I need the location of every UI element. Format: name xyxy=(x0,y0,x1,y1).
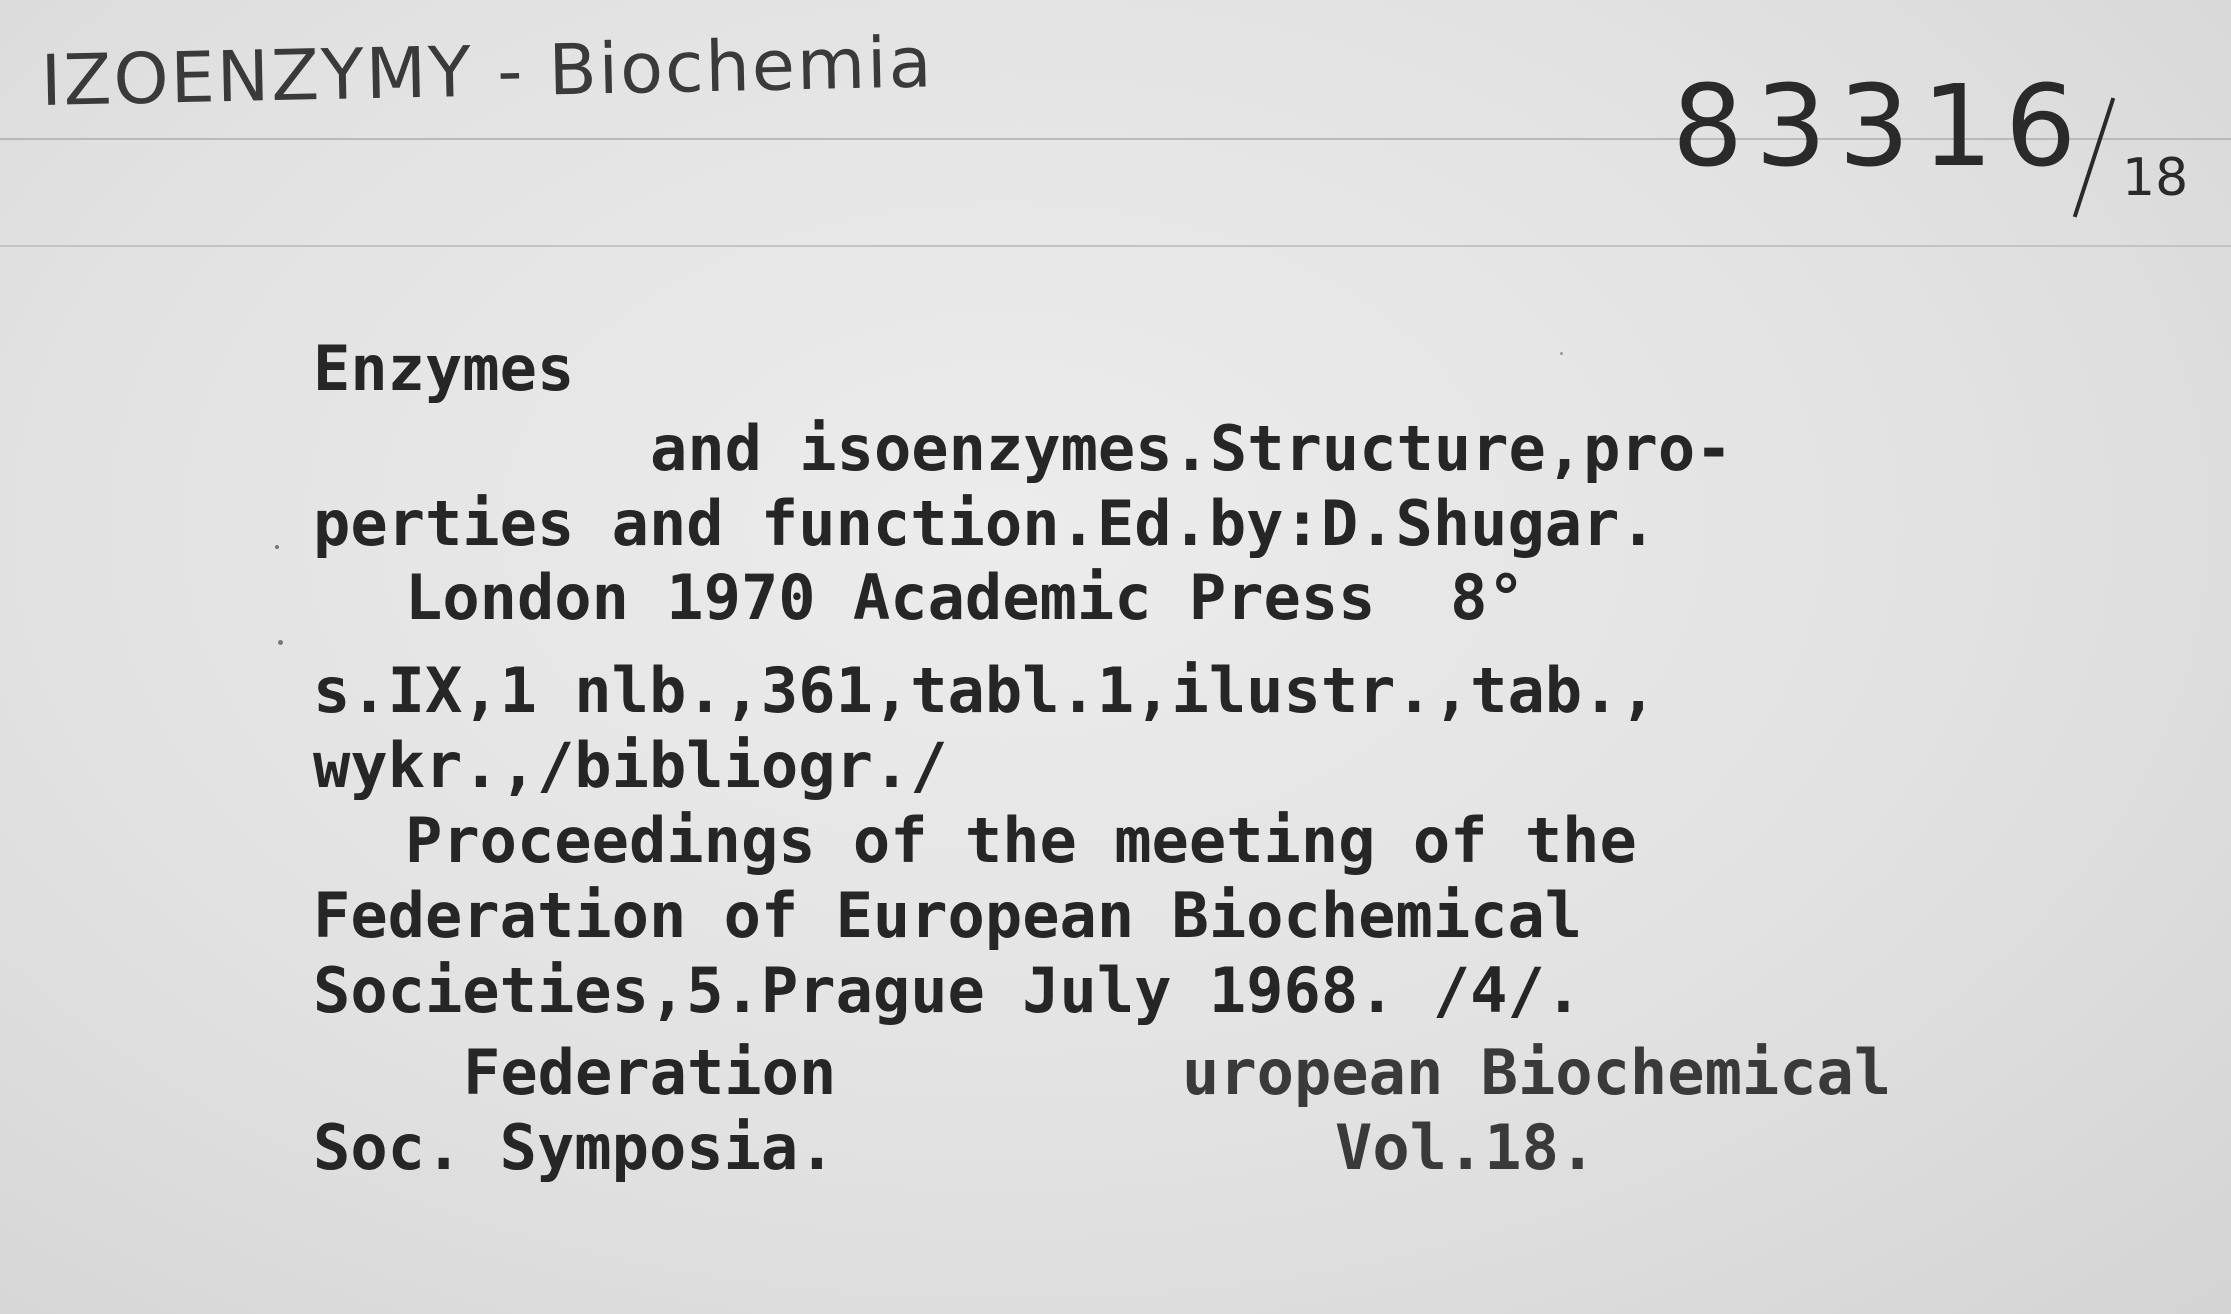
ink-speck xyxy=(278,640,283,645)
subject-heading: IZOENZYMY - Biochemia xyxy=(40,21,935,122)
entry-line: Federation of European Biochemical xyxy=(313,879,1583,952)
entry-series-line-cont: uropean Biochemical xyxy=(1182,1036,1892,1109)
entry-series-volume: Vol.18. xyxy=(1335,1111,1597,1184)
entry-line: and isoenzymes.Structure,pro- xyxy=(650,412,1733,485)
entry-title-line: Enzymes xyxy=(313,332,575,405)
entry-note-line: Proceedings of the meeting of the xyxy=(405,804,1637,877)
entry-series-name: Soc. Symposia. xyxy=(313,1111,836,1184)
entry-line: Societies,5.Prague July 1968. /4/. xyxy=(313,954,1583,1027)
entry-collation-line: s.IX,1 nlb.,361,tabl.1,ilustr.,tab., xyxy=(313,654,1657,727)
call-number-volume: 18 xyxy=(2122,148,2189,208)
entry-line: wykr.,/bibliogr./ xyxy=(313,729,948,802)
entry-series-line: Federation xyxy=(463,1036,837,1109)
call-number: 83316 xyxy=(1672,62,2089,192)
ink-speck xyxy=(275,545,279,549)
entry-imprint-line: London 1970 Academic Press 8° xyxy=(405,561,1525,634)
card-rule-second xyxy=(0,245,2231,247)
ink-speck xyxy=(1560,352,1563,355)
entry-line: perties and function.Ed.by:D.Shugar. xyxy=(313,487,1657,560)
